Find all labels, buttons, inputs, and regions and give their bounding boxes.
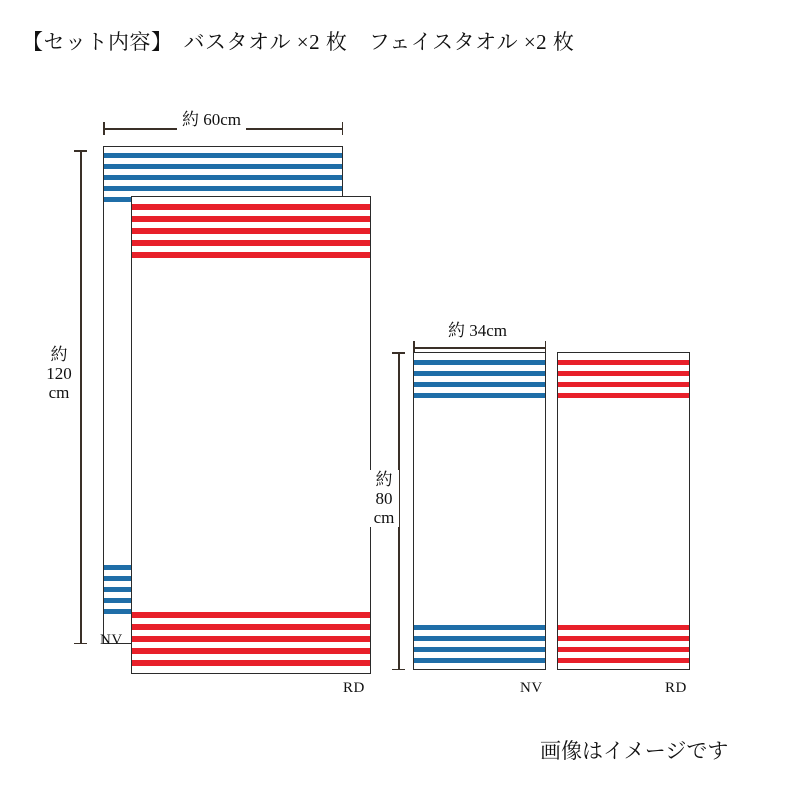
stripe-navy xyxy=(414,636,545,641)
stripe-navy xyxy=(414,647,545,652)
stripe-red xyxy=(558,625,689,630)
stripe-red xyxy=(558,647,689,652)
stripe-red xyxy=(558,658,689,663)
stripe-red xyxy=(132,216,370,222)
bath-height-label-line-1: 約 xyxy=(50,345,68,364)
stripe-navy xyxy=(414,382,545,387)
face-height-label-line-3: cm xyxy=(373,508,395,528)
stripe-red xyxy=(132,252,370,258)
stripe-red xyxy=(558,360,689,365)
face-towel-navy-code: NV xyxy=(520,680,543,696)
stripe-navy xyxy=(414,360,545,365)
face-towel-red-code: RD xyxy=(665,680,687,696)
face-height-cap-top xyxy=(392,352,405,354)
bath-width-cap-left xyxy=(103,122,105,135)
stripe-navy xyxy=(414,625,545,630)
bath-height-label-line-3: cm xyxy=(48,383,70,403)
stripe-red xyxy=(558,393,689,398)
bath-height-label xyxy=(44,345,74,402)
bath-width-cap-right xyxy=(342,122,344,135)
stripe-navy xyxy=(414,371,545,376)
stripe-red xyxy=(132,660,370,666)
stripe-red xyxy=(132,612,370,618)
stripe-navy xyxy=(104,186,342,191)
face-width-label: 約 34cm xyxy=(443,316,512,341)
stripe-red xyxy=(558,636,689,641)
stripe-red xyxy=(132,648,370,654)
stripe-red xyxy=(132,624,370,630)
stripe-red xyxy=(132,636,370,642)
bath-height-cap-bottom xyxy=(74,643,87,645)
stripe-navy xyxy=(414,658,545,663)
face-height-label-line-2: 80 xyxy=(375,489,393,509)
stripe-red xyxy=(132,228,370,234)
stripe-navy xyxy=(104,175,342,180)
bath-towel-red xyxy=(131,196,371,674)
face-towel-red xyxy=(557,352,690,670)
stripe-red xyxy=(132,240,370,246)
stripe-red xyxy=(132,204,370,210)
bath-height-cap-top xyxy=(74,150,87,152)
bath-towel-red-code: RD xyxy=(343,680,365,696)
stripe-red xyxy=(558,371,689,376)
stripe-navy xyxy=(414,393,545,398)
face-width-dimension-line xyxy=(413,347,546,349)
page-title: 【セット内容】 バスタオル ×2 枚 フェイスタオル ×2 枚 xyxy=(22,30,575,54)
face-height-label xyxy=(369,470,399,527)
stripe-navy xyxy=(104,164,342,169)
face-height-cap-bottom xyxy=(392,669,405,671)
image-disclaimer-note: 画像はイメージです xyxy=(540,739,729,763)
face-height-label-line-1: 約 xyxy=(375,470,393,489)
bath-towel-navy-code: NV xyxy=(100,632,123,648)
bath-height-label-line-2: 120 xyxy=(46,364,72,384)
face-towel-navy xyxy=(413,352,546,670)
bath-width-label: 約 60cm xyxy=(177,105,246,130)
stripe-navy xyxy=(104,153,342,158)
bath-height-dimension-line xyxy=(80,150,82,644)
stripe-red xyxy=(558,382,689,387)
